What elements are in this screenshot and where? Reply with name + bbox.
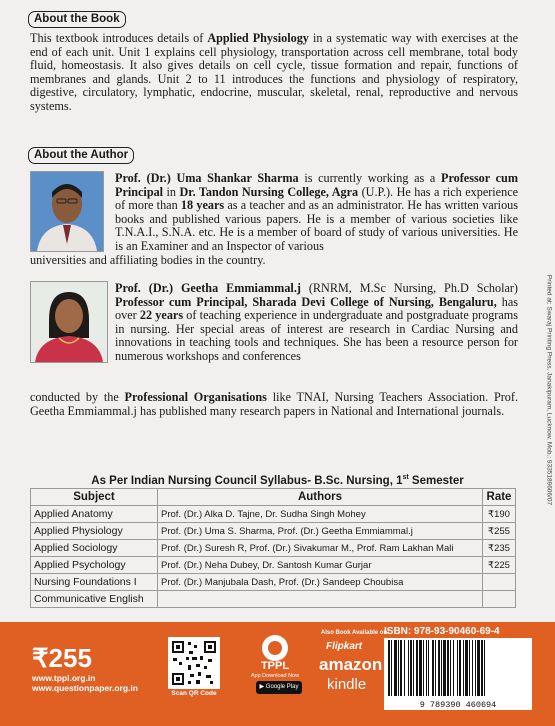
authors-cell: Prof. (Dr.) Suresh R, Prof. (Dr.) Sivakumar M., Prof. Ram Lakhan Mali: [158, 540, 483, 557]
price-label: ₹255: [32, 643, 92, 673]
rate-cell: ₹255: [483, 523, 516, 540]
qr-caption: Scan QR Code: [171, 690, 217, 697]
subject-cell: Applied Physiology: [31, 523, 158, 540]
google-play-badge[interactable]: ▶ Google Play: [256, 681, 302, 694]
authors-cell: Prof. (Dr.) Neha Dubey, Dr. Santosh Kumar Gurjar: [158, 557, 483, 574]
header-subject: Subject: [31, 489, 158, 506]
subject-cell: Applied Anatomy: [31, 506, 158, 523]
table-row: [31, 523, 516, 540]
tppl-logo-icon: [262, 635, 288, 661]
about-book-paragraph: This textbook introduces details of Applied Physiology in a systematic way with exercises at the end of each unit. Unit 1 explains cell physiology, transportation across cell membrane, total body fluid, homeostasis. It also gives details on cell cycle, tissue formation and repair, functions of membranes and glands. Unit 2 to 11 introduces the functions and physiology of respiratory, digestive, circulatory, lymphatic, endocrine, muscular, skeletal, renal, reproductive and nervous systems.: [30, 31, 518, 113]
subject-cell: Applied Psychology: [31, 557, 158, 574]
authors-cell: Prof. (Dr.) Alka D. Tajne, Dr. Sudha Singh Mohey: [158, 506, 483, 523]
subject-cell: Communicative English: [31, 591, 158, 608]
google-play-icon: ▶: [259, 684, 265, 690]
website-link-questionpaper[interactable]: www.questionpaper.org.in: [32, 683, 138, 693]
author2-photo: [30, 281, 108, 363]
isbn-label: ISBN: 978-93-90460-69-4: [384, 626, 500, 637]
books-table-header: [31, 489, 516, 506]
amazon-logo[interactable]: amazon: [319, 655, 383, 674]
authors-cell: Prof. (Dr.) Uma S. Sharma, Prof. (Dr.) Geetha Emmiammal.j: [158, 523, 483, 540]
tppl-label: TPPL: [260, 660, 290, 672]
header-rate: Rate: [483, 489, 516, 506]
table-row: [31, 540, 516, 557]
author2-bio-part1: Prof. (Dr.) Geetha Emmiammal.j (RNRM, M.Sc Nursing, Ph.D Scholar) Professor cum Principal, Sharada Devi College of Nursing, Bengaluru, has over 22 years of teaching experience in undergraduate and postgraduate programs in nursing. Her special areas of interest are research in Cardiac Nursing and innovations in teaching tools and techniques. She has been a resource person for numerous workshops and conferences: [115, 281, 519, 363]
books-table: [30, 488, 516, 608]
syllabus-title: As Per Indian Nursing Council Syllabus- B.Sc. Nursing, 1st Semester: [91, 474, 464, 487]
kindle-logo[interactable]: kindle: [327, 676, 367, 693]
table-row: [31, 574, 516, 591]
table-row: [31, 557, 516, 574]
rate-cell: ₹225: [483, 557, 516, 574]
author1-bio-part2: universities and affiliating bodies in the country.: [30, 253, 266, 267]
authors-cell: Prof. (Dr.) Manjubala Dash, Prof. (Dr.) Sandeep Choubisa: [158, 574, 483, 591]
rate-cell: [483, 591, 516, 608]
table-row: [31, 591, 516, 608]
qr-code[interactable]: [168, 637, 220, 689]
website-link-tppl[interactable]: www.tppl.org.in: [32, 673, 96, 683]
author2-bio-part2: conducted by the Professional Organisations like TNAI, Nursing Teachers Association. Prof. Geetha Emmiammal.j has published many research papers in National and International journals.: [30, 390, 518, 418]
tppl-caption: App Download Now: [250, 673, 300, 679]
header-authors: Authors: [158, 489, 483, 506]
flipkart-logo[interactable]: Flipkart: [326, 641, 363, 652]
barcode-number: 9 789390 460694: [384, 700, 532, 710]
rate-cell: [483, 574, 516, 591]
author1-bio-part1: Prof. (Dr.) Uma Shankar Sharma is currently working as a Professor cum Principal in Dr. Tandon Nursing College, Agra (U.P.). He has a rich experience of more than 18 years as a teacher and as an administrator. He has written various books and published various papers. He is a member of various societies like T.N.A.I., S.N.A. etc. He is a member of board of study of various universities. He is an Examiner and an Inspector of various: [115, 171, 519, 253]
authors-cell: [158, 591, 483, 608]
about-author-tag: About the Author: [28, 147, 134, 164]
also-available-label: Also Book Available on:: [320, 630, 390, 636]
subject-cell: Nursing Foundations I: [31, 574, 158, 591]
about-book-tag: About the Book: [28, 11, 126, 28]
rate-cell: ₹190: [483, 506, 516, 523]
rate-cell: ₹235: [483, 540, 516, 557]
table-row: [31, 506, 516, 523]
printer-note: Printed at: Swaraj Printing Press, Janakipuram, Lucknow. Mob.: 9335189606/07: [545, 274, 553, 506]
author1-photo: [30, 171, 104, 252]
subject-cell: Applied Sociology: [31, 540, 158, 557]
